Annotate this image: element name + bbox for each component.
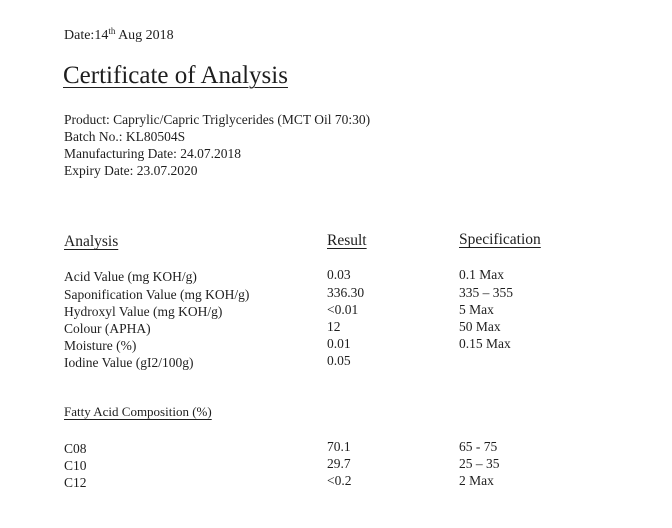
analysis-row-result: 0.01 [327,336,351,351]
analysis-row-name: Colour (APHA) [64,321,151,336]
analysis-row-spec: 0.15 Max [459,336,511,351]
analysis-row-result: 336.30 [327,285,365,300]
analysis-row-spec: 0.1 Max [459,267,504,282]
page-title: Certificate of Analysis [63,62,288,89]
analysis-row-name: Iodine Value (gI2/100g) [64,355,194,370]
date-ordinal: th [108,26,116,36]
fatty-acid-row-name: C10 [64,458,87,473]
expiry-date-line: Expiry Date: 23.07.2020 [64,163,198,178]
analysis-row-name: Moisture (%) [64,338,137,353]
document-date [64,28,174,44]
analysis-row-spec: 5 Max [459,302,494,317]
fatty-acid-row-result: <0.2 [327,473,352,488]
analysis-row-name: Acid Value (mg KOH/g) [64,269,197,284]
date-month-year: Aug 2018 [115,28,174,43]
fatty-acid-row-spec: 65 - 75 [459,439,498,454]
batch-line: Batch No.: KL80504S [64,129,186,144]
manufacturing-date-line: Manufacturing Date: 24.07.2018 [64,146,241,161]
fatty-acid-row-spec: 2 Max [459,473,494,488]
specification-header: Specification [459,231,541,248]
result-header: Result [327,232,367,249]
product-line: Product: Caprylic/Capric Triglycerides (MCT Oil 70:30) [64,112,371,127]
fatty-acid-row-spec: 25 – 35 [459,456,500,471]
fatty-acid-row-result: 29.7 [327,456,351,471]
analysis-row-spec: 50 Max [459,319,501,334]
analysis-row-name: Hydroxyl Value (mg KOH/g) [64,304,223,319]
analysis-row-name: Saponification Value (mg KOH/g) [64,287,250,302]
analysis-row-result: 12 [327,319,341,334]
analysis-row-result: 0.03 [327,267,351,282]
analysis-header: Analysis [64,233,119,250]
date-day: Date:14 [64,28,109,43]
analysis-row-result: 0.05 [327,353,351,368]
analysis-row-spec: 335 – 355 [459,285,513,300]
fatty-acid-row-name: C08 [64,441,87,456]
analysis-row-result: <0.01 [327,302,359,317]
fatty-acid-row-name: C12 [64,475,87,490]
fatty-acid-row-result: 70.1 [327,439,351,454]
fatty-acid-section-title: Fatty Acid Composition (%) [64,404,212,419]
